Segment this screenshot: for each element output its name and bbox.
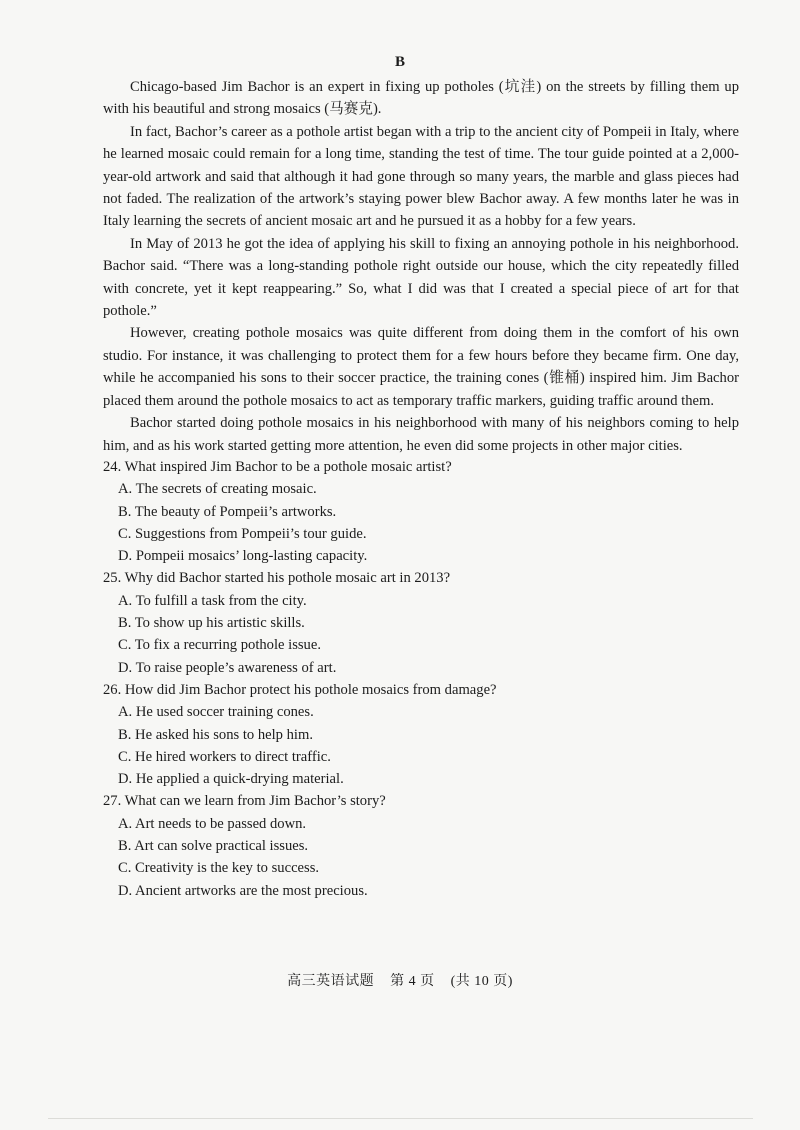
footer-page-total: (共 10 页) (450, 974, 513, 989)
question-25 (103, 567, 739, 678)
passage-paragraph: Bachor started doing pothole mosaics in his neighborhood with many of his neighbors coming to help him, and as his work started getting more attention, he even did some projects in other major cities. (103, 415, 739, 454)
option-c: C. He hired workers to direct traffic. (118, 748, 331, 765)
option-a: A. He used soccer training cones. (118, 704, 314, 721)
section-label: B (394, 54, 405, 70)
question-stem: 27. What can we learn from Jim Bachor’s story? (103, 793, 386, 810)
question-27 (103, 790, 739, 901)
question-stem: 25. Why did Bachor started his pothole mosaic art in 2013? (103, 570, 451, 587)
page-footer (0, 970, 800, 990)
option-d: D. Ancient artworks are the most precious. (118, 882, 368, 899)
footer-title: 高三英语试题 (287, 974, 375, 989)
option-c: C. Suggestions from Pompeii’s tour guide. (118, 525, 367, 542)
option-a: A. The secrets of creating mosaic. (118, 481, 317, 498)
question-stem: 26. How did Jim Bachor protect his pothole mosaics from damage? (103, 681, 497, 698)
question-stem: 24. What inspired Jim Bachor to be a pothole mosaic artist? (103, 459, 452, 475)
page-edge-divider (48, 1118, 753, 1119)
option-b: B. The beauty of Pompeii’s artworks. (118, 503, 337, 520)
option-d: D. He applied a quick-drying material. (118, 771, 344, 788)
question-list (103, 456, 739, 902)
reading-passage (103, 76, 739, 457)
question-26 (103, 679, 739, 790)
option-b: B. To show up his artistic skills. (118, 615, 305, 632)
passage-paragraph: Chicago-based Jim Bachor is an expert in fixing up potholes (坑洼) on the streets by filling them up with his beautiful and strong mosaics (马赛克). (103, 79, 739, 118)
option-d: D. Pompeii mosaics’ long-lasting capacity. (118, 548, 368, 565)
option-c: C. Creativity is the key to success. (118, 860, 320, 877)
passage-paragraph: In May of 2013 he got the idea of applying his skill to fixing an annoying pothole in his neighborhood. Bachor said. “There was a long-standing pothole right outside our house, which the city repeatedly filled with concrete, yet it kept reappearing.” So, what I did was that I created a special piece of art for that pothole.” (103, 235, 739, 320)
option-a: A. Art needs to be passed down. (118, 815, 307, 832)
option-c: C. To fix a recurring pothole issue. (118, 637, 321, 654)
option-b: B. Art can solve practical issues. (118, 838, 309, 855)
passage-paragraph: In fact, Bachor’s career as a pothole artist began with a trip to the ancient city of Pompeii in Italy, where he learned mosaic could remain for a long time, standing the test of time. The tour guide pointed at a 2,000-year-old artwork and said that although it had gone through so many years, the marble and glass pieces had not faded. The realization of the artwork’s staying power blew Bachor away. A few months later he was in Italy learning the secrets of ancient mosaic art and he pursued it as a hobby for a few years. (103, 123, 739, 230)
option-d: D. To raise people’s awareness of art. (118, 659, 337, 676)
question-24 (103, 456, 739, 567)
footer-page-number: 第 4 页 (390, 974, 435, 989)
option-a: A. To fulfill a task from the city. (118, 592, 307, 609)
option-b: B. He asked his sons to help him. (118, 726, 313, 743)
passage-paragraph: However, creating pothole mosaics was quite different from doing them in the comfort of his own studio. For instance, it was challenging to protect them for a few hours before they became firm. One day, while he accompanied his sons to their soccer practice, the training cones (锥桶) inspired him. Jim Bachor placed them around the pothole mosaics to act as temporary traffic markers, guiding traffic around them. (103, 325, 739, 409)
